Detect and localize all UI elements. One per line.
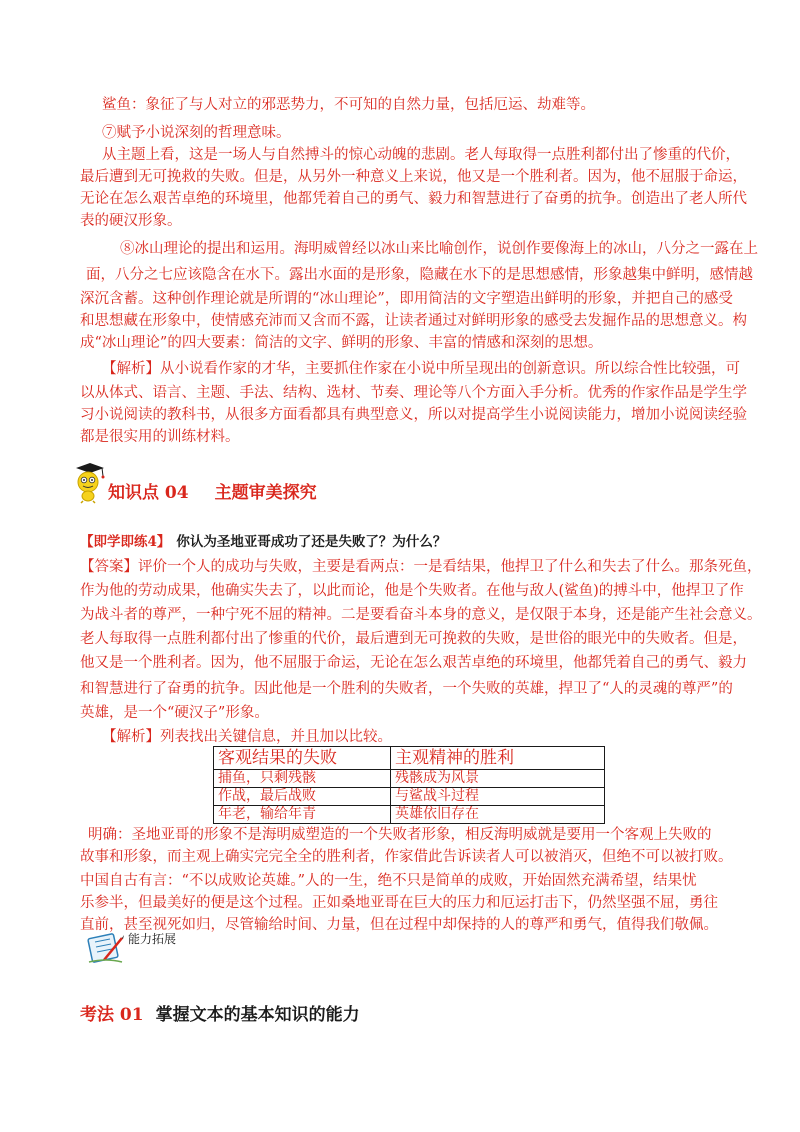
text-line: 从主题上看，这是一场人与自然搏斗的惊心动魄的悲剧。老人每取得一点胜利都付出了惨重的代价，: [102, 147, 740, 163]
method-title: 掌握文本的基本知识的能力: [155, 1005, 360, 1025]
text-line: 【答案】评价一个人的成功与失败，主要是看两点：一是看结果，他捍卫了什么和失去了什么。那条死鱼，: [80, 559, 762, 575]
text-line: 习小说阅读的教科书，从很多方面看都具有典型意义，所以对提高学生小说阅读能力，增加小说阅读经验: [80, 407, 747, 423]
text-line: 无论在怎么艰苦卓绝的环境里，他都凭着自己的勇气、毅力和智慧进行了奋勇的抗争。创造出了老人所代: [80, 191, 747, 207]
method-heading: [80, 1000, 360, 1025]
text-line: 深沉含蓄。这种创作理论就是所谓的“冰山理论”，即用简洁的文字塑造出鲜明的形象，并把自己的感受: [80, 291, 733, 307]
text-line: 明确：圣地亚哥的形象不是海明威塑造的一个失败者形象，相反海明威就是要用一个客观上失败的: [88, 827, 712, 843]
table-cell: 作战，最后战败: [214, 788, 391, 806]
ability-extension-label: 能力拓展: [128, 932, 177, 946]
text-line: 乐参半，但最美好的便是这个过程。正如桑地亚哥在巨大的压力和厄运打击下，仍然坚强不屈，勇往: [80, 895, 718, 911]
table-cell: 捕鱼，只剩残骸: [214, 770, 391, 788]
text-line: 面，八分之七应该隐含在水下。露出水面的是形象，隐藏在水下的是思想感情，形象越集中鲜明，感情越: [86, 267, 753, 283]
knowledge-point-number: 知识点 04: [108, 483, 189, 503]
text-line: 故事和形象，而主观上确实完完全全的胜利者，作家借此告诉读者人可以被消灭，但绝不可以被打败。: [80, 849, 733, 865]
table-cell: 英雄依旧存在: [391, 806, 605, 824]
text-line: 和思想藏在形象中，使情感充沛而又含而不露，让读者通过对鲜明形象的感受去发掘作品的思想意义。构: [80, 313, 747, 329]
text-line: 他又是一个胜利者。因为，他不屈服于命运，无论在怎么艰苦卓绝的环境里，他都凭着自己的勇气、毅力: [80, 655, 747, 671]
text-line: 为战斗者的尊严，一种宁死不屈的精神。二是要看奋斗本身的意义，是仅限于本身，还是能产生社会意义。: [80, 607, 762, 623]
table-row: [214, 770, 605, 788]
table-header-row: [214, 747, 605, 770]
table-cell: 残骸成为风景: [391, 770, 605, 788]
text-line: 老人每取得一点胜利都付出了惨重的代价，最后遭到无可挽救的失败，是世俗的眼光中的失败者。但是，: [80, 631, 747, 647]
text-line: 中国自古有言：“不以成败论英雄。”人的一生，绝不只是简单的成败，开始固然充满希望，结果忧: [80, 873, 697, 889]
text-line: ⑧冰山理论的提出和运用。海明威曾经以冰山来比喻创作，说创作要像海上的冰山，八分之一露在上: [120, 241, 758, 257]
text-line: 成“冰山理论”的四大要素：简洁的文字、鲜明的形象、丰富的情感和深刻的思想。: [80, 335, 603, 351]
exercise-tag: 【即学即练4】: [80, 534, 171, 550]
text-line: 和智慧进行了奋勇的抗争。因此他是一个胜利的失败者，一个失败的英雄，捍卫了“人的灵魂的尊严”的: [80, 681, 733, 697]
method-tag: 考法 01: [80, 1005, 144, 1025]
table-row: [214, 806, 605, 824]
analysis-intro: 【解析】列表找出关键信息，并且加以比较。: [102, 729, 392, 745]
student-mascot-icon: [68, 460, 108, 504]
text-line: 都是很实用的训练材料。: [80, 429, 240, 445]
text-line: 直前，甚至视死如归，尽管输给时间、力量，但在过程中却保持的人的尊严和勇气，值得我们敬佩。: [80, 917, 718, 933]
table-row: [214, 788, 605, 806]
text-line: 最后遭到无可挽救的失败。但是，从另外一种意义上来说，他又是一个胜利者。因为，他不屈服于命运，: [80, 169, 747, 185]
text-line: 【解析】从小说看作家的才华，主要抓住作家在小说中所呈现出的创新意识。所以综合性比较强，可: [102, 361, 740, 377]
text-line: 以从体式、语言、主题、手法、结构、选材、节奏、理论等八个方面入手分析。优秀的作家作品是学生学: [80, 385, 747, 401]
notebook-pen-icon: [86, 930, 126, 966]
text-line: 英雄，是一个“硬汉子”形象。: [80, 705, 269, 721]
text-line: 作为他的劳动成果，他确实失去了，以此而论，他是个失败者。在他与敌人(鲨鱼)的搏斗中，他捍卫了作: [80, 583, 744, 599]
exercise-question: [80, 530, 446, 550]
text-line: ⑦赋予小说深刻的哲理意味。: [102, 125, 291, 141]
text-line: 表的硬汉形象。: [80, 213, 182, 229]
table-cell: 与鲨战斗过程: [391, 788, 605, 806]
table-cell: 年老，输给年青: [214, 806, 391, 824]
knowledge-point-title: 主题审美探究: [214, 483, 317, 503]
table-header-cell: 客观结果的失败: [214, 747, 391, 770]
table-header-cell: 主观精神的胜利: [391, 747, 605, 770]
exercise-question-text: 你认为圣地亚哥成功了还是失败了？为什么？: [176, 534, 447, 550]
knowledge-point-heading: [108, 478, 317, 503]
comparison-table: [213, 746, 605, 824]
text-line: 鲨鱼：象征了与人对立的邪恶势力，不可知的自然力量，包括厄运、劫难等。: [102, 97, 595, 113]
